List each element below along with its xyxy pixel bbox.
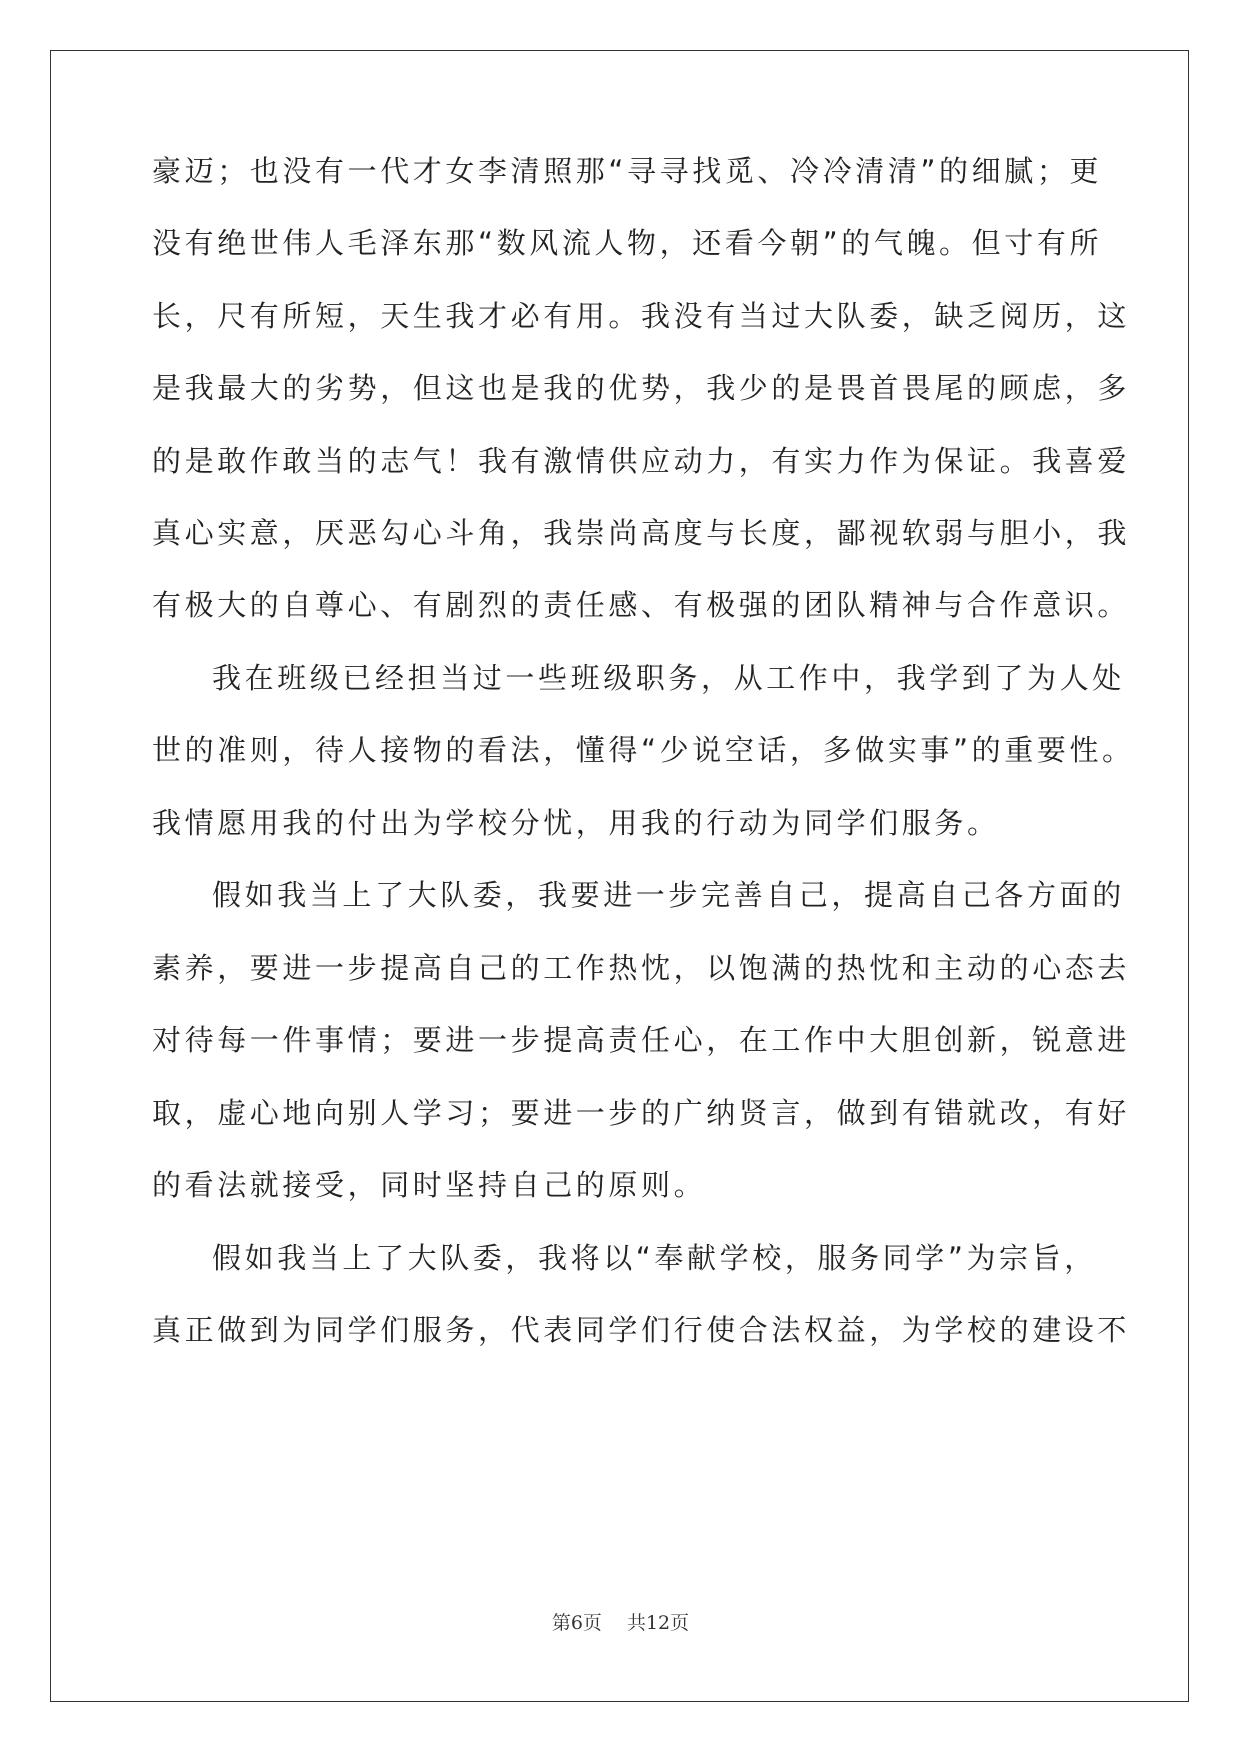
text-line: 素养，要进一步提高自己的工作热忱，以饱满的热忱和主动的心态去 bbox=[152, 951, 1131, 985]
paragraph-first-line: 假如我当上了大队委，我将以“奉献学校，服务同学”为宗旨， bbox=[212, 1241, 1097, 1275]
text-line: 是我最大的劣势，但这也是我的优势，我少的是畏首畏尾的顾虑，多 bbox=[152, 371, 1131, 405]
text-line: 对待每一件事情；要进一步提高责任心，在工作中大胆创新，锐意进 bbox=[152, 1023, 1131, 1057]
paragraph-first-line: 假如我当上了大队委，我要进一步完善自己，提高自己各方面的 bbox=[212, 878, 1125, 912]
page-number-footer: 第6页 共12页 bbox=[551, 1612, 690, 1634]
text-line: 的看法就接受，同时坚持自己的原则。 bbox=[152, 1168, 707, 1202]
text-line: 长，尺有所短，天生我才必有用。我没有当过大队委，缺乏阅历，这 bbox=[152, 299, 1131, 333]
text-line: 真正做到为同学们服务，代表同学们行使合法权益，为学校的建设不 bbox=[152, 1313, 1131, 1347]
paragraph-first-line: 我在班级已经担当过一些班级职务，从工作中，我学到了为人处 bbox=[212, 661, 1125, 695]
text-line: 取，虚心地向别人学习；要进一步的广纳贤言，做到有错就改，有好 bbox=[152, 1096, 1131, 1130]
text-line: 世的准则，待人接物的看法，懂得“少说空话，多做实事”的重要性。 bbox=[152, 733, 1135, 767]
text-line: 的是敢作敢当的志气！我有激情供应动力，有实力作为保证。我喜爱 bbox=[152, 444, 1131, 478]
text-line: 有极大的自尊心、有剧烈的责任感、有极强的团队精神与合作意识。 bbox=[152, 588, 1131, 622]
text-line: 没有绝世伟人毛泽东那“数风流人物，还看今朝”的气魄。但寸有所 bbox=[152, 226, 1103, 260]
text-line: 我情愿用我的付出为学校分忧，用我的行动为同学们服务。 bbox=[152, 806, 1000, 840]
text-line: 豪迈；也没有一代才女李清照那“寻寻找觅、冷冷清清”的细腻；更 bbox=[152, 154, 1103, 188]
text-line: 真心实意，厌恶勾心斗角，我崇尚高度与长度，鄙视软弱与胆小，我 bbox=[152, 516, 1131, 550]
